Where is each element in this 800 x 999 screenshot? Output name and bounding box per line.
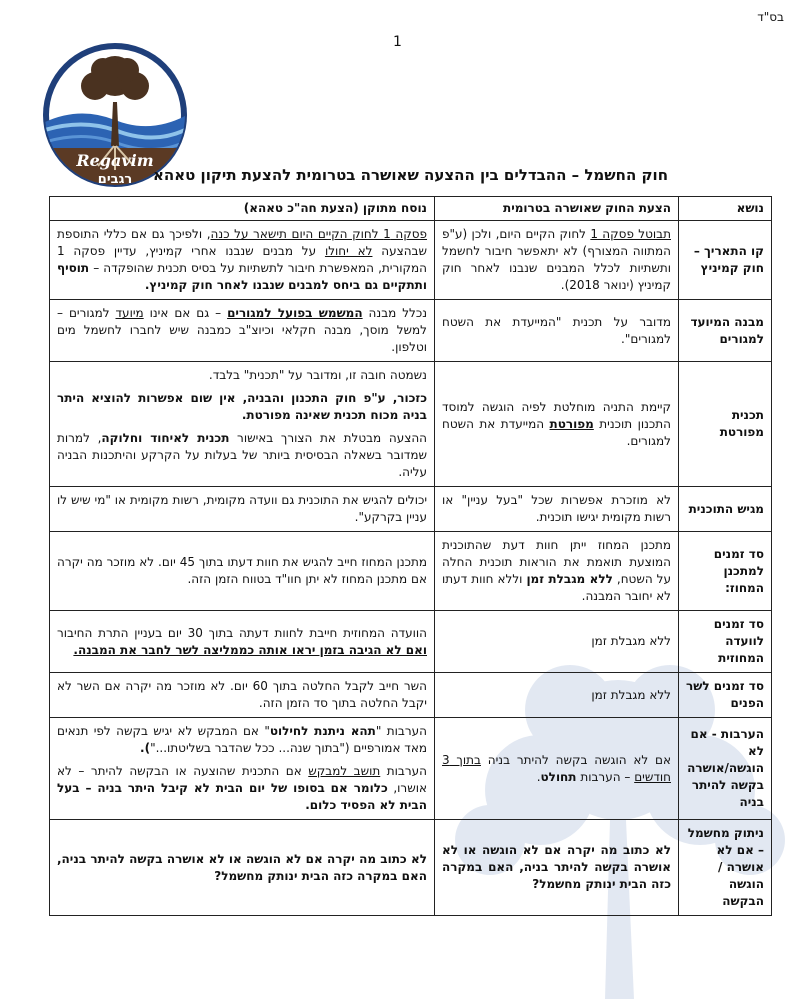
- table-row: [50, 611, 772, 673]
- cell-paragraph: [57, 723, 427, 757]
- cell-text: תוסיף ותתקיים גם ביחס למבנים שנבנו לאחר חוק קמיניץ.: [57, 261, 427, 292]
- approved-cell: [435, 611, 679, 673]
- cell-paragraph: [57, 678, 427, 712]
- cell-text: כלומר אם בסופו של יום הבית לא קיבל היתר בניה – בעל הבית לא הפסיד כלום.: [57, 781, 427, 812]
- approved-cell: [435, 221, 679, 300]
- topic-cell: קו התאריך – חוק קמיניץ: [679, 221, 772, 300]
- cell-text: תחולט: [540, 769, 577, 784]
- table-row: [50, 673, 772, 718]
- cell-text: יכולים להגיש את התוכנית גם וועדה מקומית, רשות מקומית או "מי שיש לו עניין בקרקע".: [57, 493, 427, 524]
- cell-paragraph: [442, 226, 671, 294]
- table-row: [50, 820, 772, 916]
- topic-cell: סד זמנים למתכנן המחוז:: [679, 532, 772, 611]
- cell-paragraph: [57, 305, 427, 356]
- approved-cell: [435, 820, 679, 916]
- amended-cell: [50, 611, 435, 673]
- amended-cell: [50, 820, 435, 916]
- table-row: [50, 300, 772, 362]
- svg-text:רגבים: רגבים: [97, 172, 133, 187]
- cell-paragraph: [57, 390, 427, 424]
- topic-cell: ניתוק מחשמל – אם לא אושרה / הוגשה הבקשה: [679, 820, 772, 916]
- cell-text: לחוק הקיים היום, ולכן (ע"פ המתווה המצורף) לא יתאפשר חיבור לחשמל ותשתיות לכלל המבנים שנבנו לאחר חוק קמיניץ (ינואר 2018).: [442, 227, 671, 292]
- table-row: [50, 487, 772, 532]
- cell-text: הוועדה המחוזית חייבת לחוות דעתה בתוך 30 יום בעניין התרת החיבור: [57, 625, 428, 640]
- cell-text: ללא מגבלת זמן: [526, 572, 613, 586]
- table-header-row: [50, 197, 772, 221]
- cell-text: – הערבות: [576, 769, 635, 784]
- comparison-table: [49, 196, 772, 916]
- svg-text:Regavim: Regavim: [76, 151, 154, 170]
- cell-text: , למרות שמדובר בשאלה הבסיסית ביותר של בעלות על הקרקע והיתכנות הבניה עליה.: [57, 431, 427, 479]
- cell-text: ההצעה מבטלת את הצורך באישור: [229, 431, 427, 445]
- amended-cell: [50, 532, 435, 611]
- column-header-approved: הצעת החוק שאושרה בטרומית: [435, 197, 679, 221]
- approved-cell: [435, 300, 679, 362]
- cell-text: נשמטה חובה זו, ומדובר על "תכנית" בלבד.: [208, 368, 427, 382]
- topic-cell: סד זמנים לוועדה המחוזית: [679, 611, 772, 673]
- cell-text: לא מוזכרת אפשרות שכל "בעל עניין" או רשות מקומית יגישו תוכנית.: [442, 493, 671, 524]
- cell-text: ).: [140, 741, 151, 755]
- cell-paragraph: [442, 537, 671, 605]
- table-row: [50, 532, 772, 611]
- amended-cell: [50, 300, 435, 362]
- cell-paragraph: [442, 633, 671, 650]
- cell-text: תבוטל פסקה 1: [590, 227, 671, 241]
- topic-cell: מגיש התוכנית: [679, 487, 772, 532]
- cell-text: מתכנן המחוז חייב להגיש את חוות דעתו בתוך 45 יום. לא מוזכר מה יקרה אם מתכנן המחוז לא יתן חוו"ד בטווח הזמן הזה.: [57, 555, 428, 586]
- table-row: [50, 221, 772, 300]
- topic-cell: סד זמנים לשר הפנים: [679, 673, 772, 718]
- cell-text: למגורים – למשל מוסך, מבנה חקלאי וכיוצ"ב כמבנה שיש לחברו לחשמל מים וטלפון.: [57, 306, 427, 354]
- cell-text: מתכנן המחוז ייתן חוות דעת שהתוכנית המוצעת תואמת את הוראות תוכנית החלה על השטח,: [442, 538, 671, 586]
- amended-cell: [50, 718, 435, 820]
- cell-text: המשמש בפועל למגורים: [227, 306, 363, 320]
- cell-text: , ולפיכך גם אם כללי התוספת שבהצעה: [57, 227, 427, 258]
- amended-cell: [50, 673, 435, 718]
- cell-paragraph: [57, 367, 427, 384]
- cell-text: נכלל מבנה: [362, 306, 428, 320]
- cell-text: הערבות: [380, 764, 427, 778]
- table-row: [50, 718, 772, 820]
- cell-paragraph: [57, 430, 427, 481]
- cell-text: על מבנים שנבנו אחרי קמיניץ, עדיין פסקה 1 המקורית, המאפשרת חיבור לתשתיות על בסיס תכנית שהופקדה –: [57, 244, 427, 275]
- approved-cell: [435, 487, 679, 532]
- cell-text: הערבות ": [375, 724, 427, 738]
- cell-paragraph: [57, 492, 427, 526]
- cell-text: מדובר על תכנית "המייעדת את השטח למגורים".: [442, 314, 671, 346]
- cell-text: תושב למבקש: [308, 764, 381, 778]
- cell-text: לא כתוב מה יקרה אם לא הוגשה או לא אושרה בקשה להיתר בניה, האם במקרה כזה הבית ינותק מחשמל?: [442, 843, 671, 891]
- approved-cell: [435, 362, 679, 487]
- approved-cell: [435, 532, 679, 611]
- column-header-amended: נוסח מתוקן (הצעת חה"כ טאהא): [50, 197, 435, 221]
- cell-text: " אם המבקש לא יגיש בקשה לפי תנאים מאד אמורפיים ("בתוך שנה... ככל שהדבר בשליטתו...": [57, 724, 427, 755]
- document-title: חוק החשמל – ההבדלים בין ההצעה שאושרה בטרומית להצעת תיקון טאהא: [153, 166, 668, 184]
- cell-paragraph: [57, 625, 427, 659]
- cell-paragraph: [57, 554, 427, 588]
- cell-paragraph: [57, 763, 427, 814]
- cell-paragraph: [442, 687, 671, 704]
- cell-text: לא יחולו: [324, 244, 373, 258]
- cell-text: כזכור, ע"פ חוק התכנון והבניה, אין שום אפשרות להוציא היתר בניה מכוח תכנית שאינה מפורטת.: [57, 391, 427, 422]
- cell-text: אם לא הוגשה בקשה להיתר בניה: [480, 752, 672, 767]
- cell-paragraph: [57, 226, 427, 294]
- approved-cell: [435, 673, 679, 718]
- cell-text: מיועד: [115, 306, 144, 320]
- topic-cell: תכנית מפורטת: [679, 362, 772, 487]
- table-row: [50, 362, 772, 487]
- cell-paragraph: [442, 314, 671, 348]
- cell-text: – גם אם אינו: [143, 306, 228, 320]
- approved-cell: [435, 718, 679, 820]
- page-corner-mark: בס"ד: [757, 10, 784, 24]
- cell-text: המייעדת את השטח למגורים.: [442, 416, 671, 448]
- cell-paragraph: [442, 492, 671, 526]
- cell-text: ללא מגבלת זמן: [591, 634, 671, 648]
- cell-paragraph: [442, 399, 671, 450]
- cell-text: ללא מגבלת זמן: [591, 687, 671, 702]
- cell-text: השר חייב לקבל החלטה בתוך 60 יום. לא מוזכר מה יקרה אם השר לא יקבל החלטה בתוך סד הזמן הזה.: [57, 679, 427, 710]
- cell-text: לא כתוב מה יקרה אם לא הוגשה או לא אושרה בקשה להיתר בניה, האם במקרה כזה הבית ינותק מחשמל?: [57, 851, 427, 883]
- cell-text: מפורטת: [549, 416, 594, 431]
- cell-text: .: [536, 769, 541, 784]
- page-number: 1: [393, 34, 402, 50]
- cell-text: וללא חוות דעתו לא יחובר המבנה.: [442, 572, 671, 603]
- cell-text: פסקה 1 לחוק הקיים היום תישאר על כנה: [210, 227, 428, 241]
- amended-cell: [50, 362, 435, 487]
- cell-text: קיימת התניה מוחלטת לפיה הוגשה למוסד התכנון תוכנית: [442, 399, 672, 431]
- cell-text: אם התכנית שהוצעה או הבקשה להיתר – לא אושרו,: [57, 764, 427, 795]
- cell-text: בתוך 3 חודשים: [442, 752, 671, 784]
- amended-cell: [50, 487, 435, 532]
- cell-paragraph: [442, 752, 671, 786]
- cell-text: ואם לא הגיבה בזמן יראו אותה כממליצה לשר לחבר את המבנה.: [73, 642, 427, 657]
- column-header-topic: נושא: [679, 197, 772, 221]
- amended-cell: [50, 221, 435, 300]
- topic-cell: הערבות - אם לא הוגשה/אושרה בקשה להיתר בניה: [679, 718, 772, 820]
- cell-paragraph: [442, 842, 671, 893]
- cell-paragraph: [57, 851, 427, 885]
- topic-cell: מבנה המיועד למגורים: [679, 300, 772, 362]
- cell-text: תכנית לאיחוד וחלוקה: [101, 431, 230, 445]
- cell-text: תהא ניתנת לחילוט: [269, 724, 376, 738]
